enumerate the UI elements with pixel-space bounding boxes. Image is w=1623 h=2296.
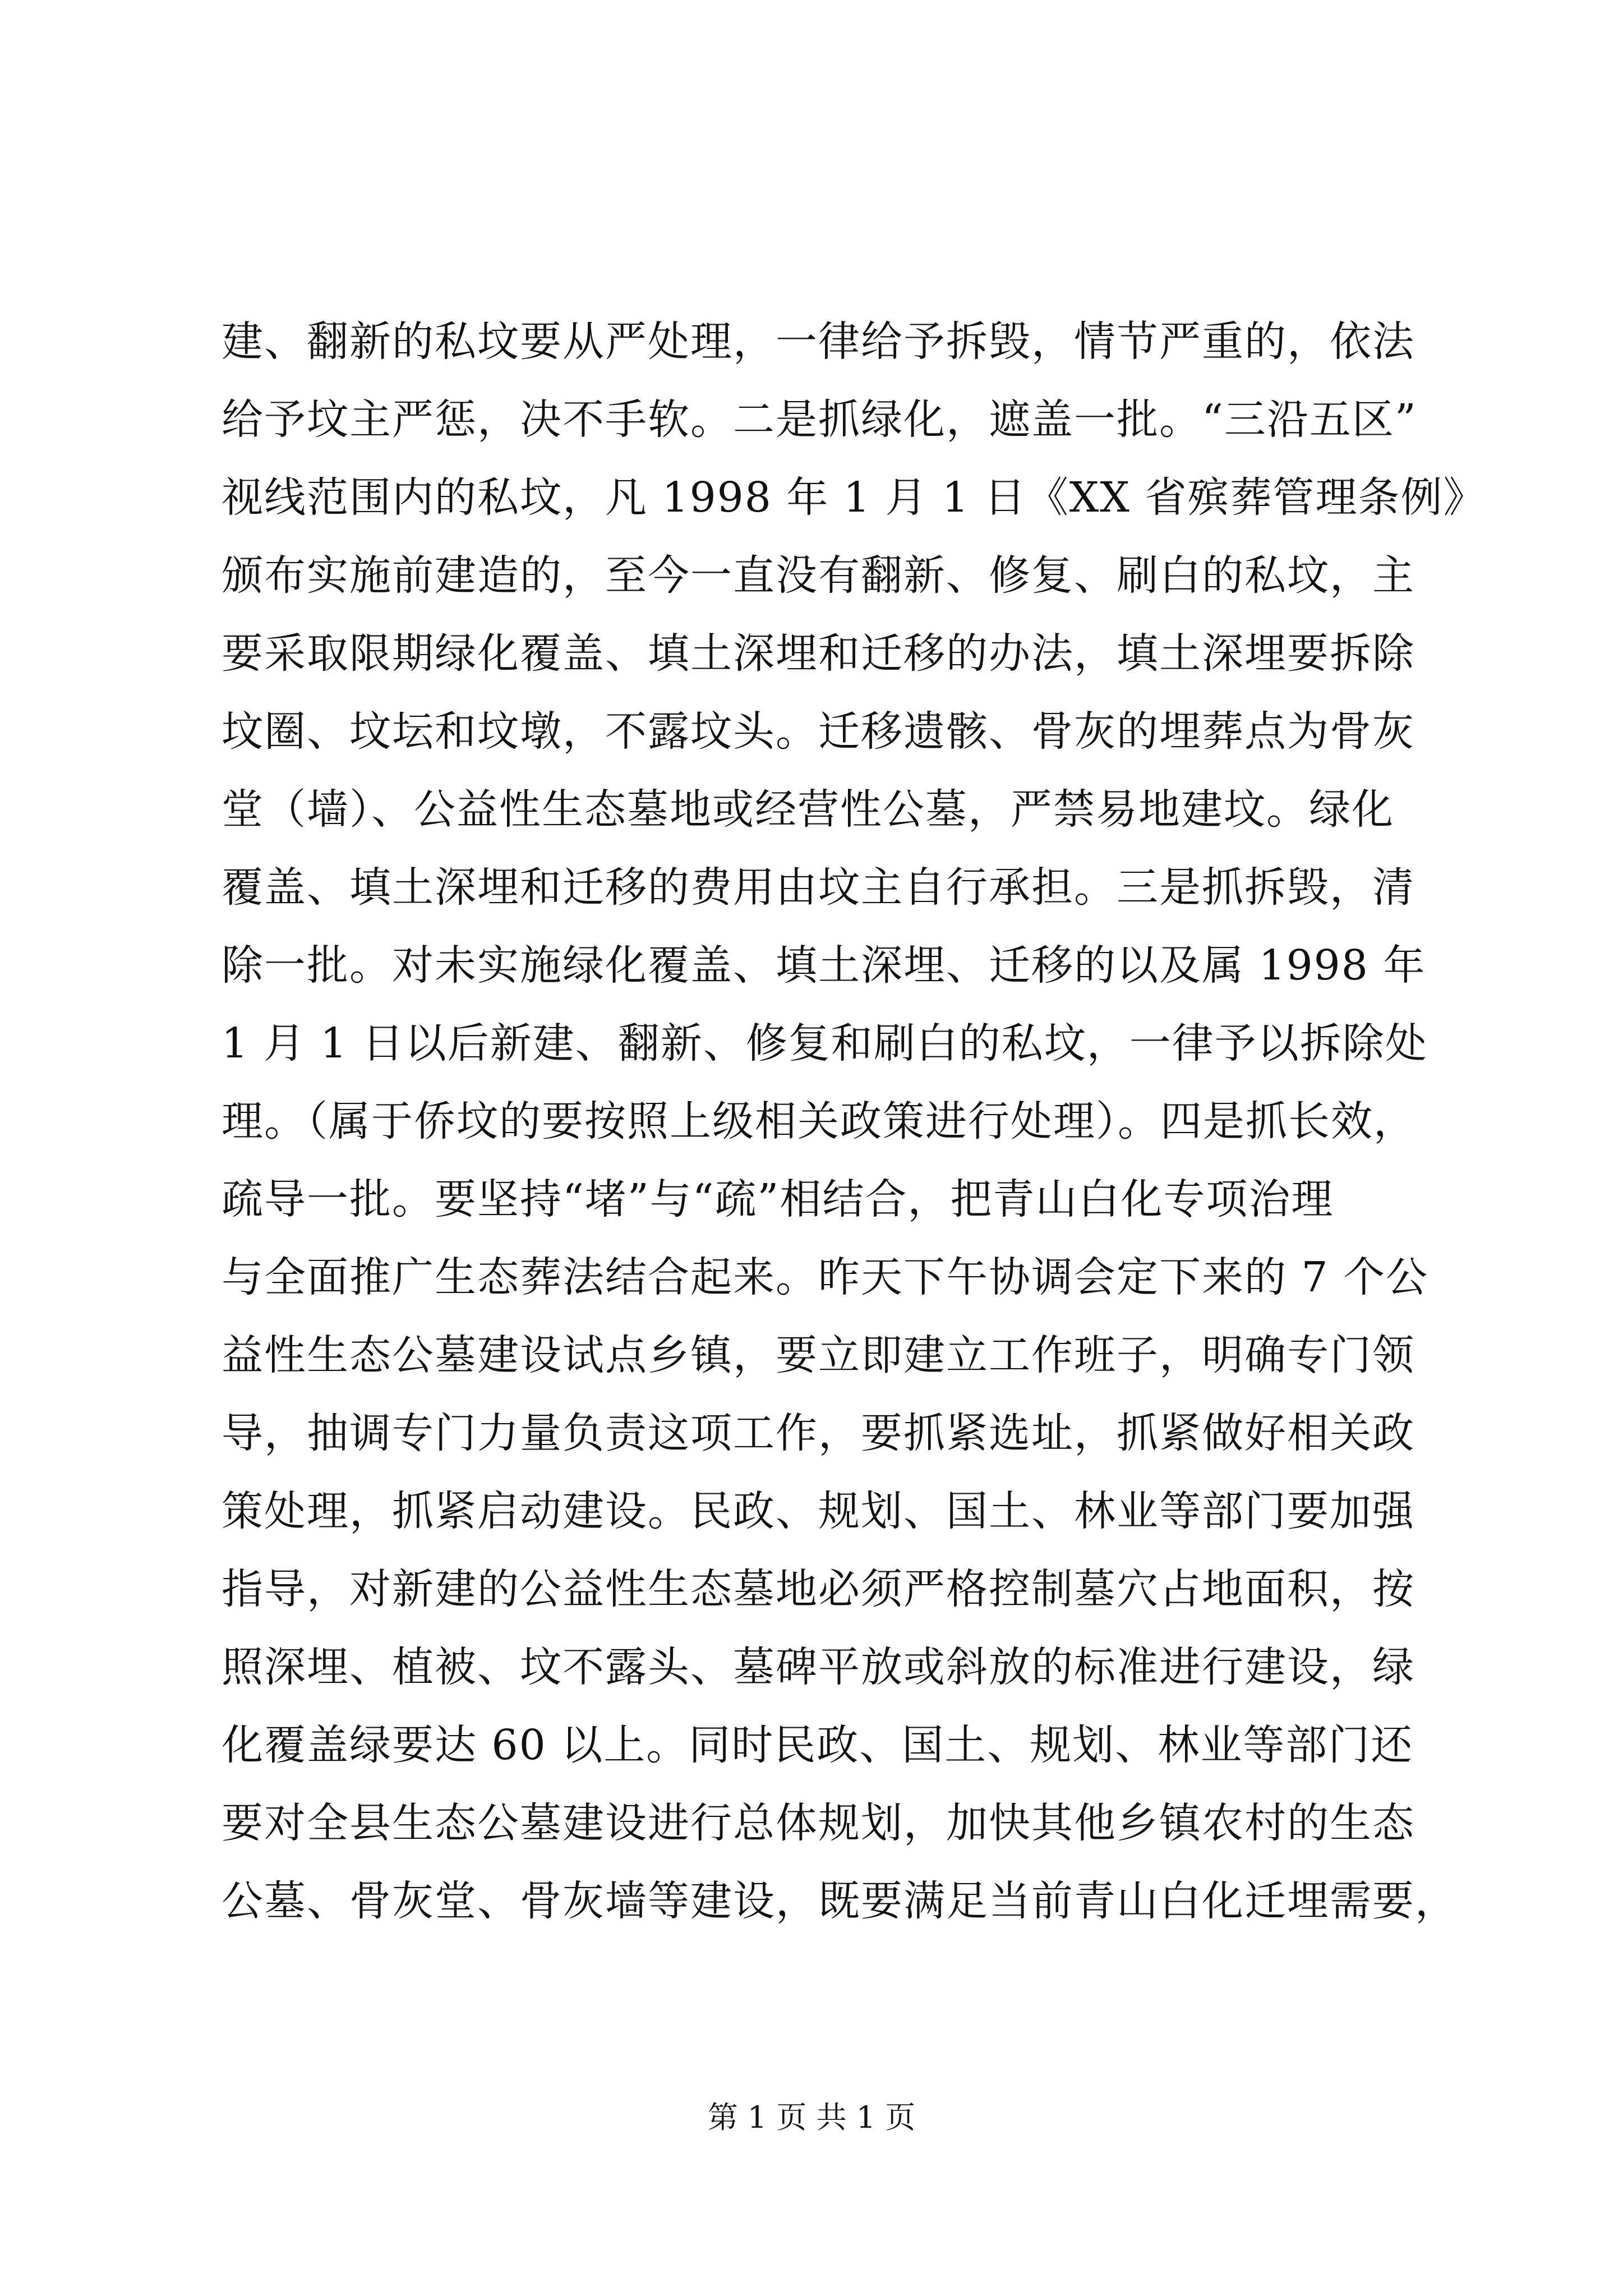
- text-line: 1 月 1 日以后新建、翻新、修复和刷白的私坟，一律予以拆除处: [222, 1019, 1428, 1068]
- text-line: 导，抽调专门力量负责这项工作，要抓紧选址，抓紧做好相关政: [222, 1409, 1415, 1457]
- text-line: 覆盖、填土深埋和迁移的费用由坟主自行承担。三是抓拆毁，清: [222, 863, 1415, 912]
- text-line: 化覆盖绿要达 60 以上。同时民政、国土、规划、林业等部门还: [222, 1721, 1414, 1769]
- text-line: 益性生态公墓建设试点乡镇，要立即建立工作班子，明确专门领: [222, 1331, 1415, 1379]
- text-line: 建、翻新的私坟要从严处理，一律给予拆毁，情节严重的，依法: [222, 318, 1415, 366]
- text-line: 视线范围内的私坟，凡 1998 年 1 月 1 日《XX 省殡葬管理条例》: [222, 473, 1486, 522]
- text-line: 公墓、骨灰堂、骨灰墙等建设，既要满足当前青山白化迁埋需要，: [222, 1877, 1458, 1925]
- body-text: [222, 303, 1486, 1940]
- text-line: 堂（墙）、公益性生态墓地或经营性公墓，严禁易地建坟。绿化: [222, 785, 1394, 834]
- text-line: 指导，对新建的公益性生态墓地必须严格控制墓穴占地面积，按: [222, 1565, 1415, 1613]
- page-number: 第 1 页 共 1 页: [707, 2100, 916, 2135]
- text-line: 与全面推广生态葬法结合起来。昨天下午协调会定下来的 7 个公: [222, 1253, 1429, 1301]
- page-footer: [0, 2098, 1623, 2137]
- text-line: 要对全县生态公墓建设进行总体规划，加快其他乡镇农村的生态: [222, 1799, 1415, 1847]
- text-line: 给予坟主严惩，决不手软。二是抓绿化，遮盖一批。“三沿五区”: [222, 395, 1417, 444]
- text-line: 照深埋、植被、坟不露头、墓碑平放或斜放的标准进行建设，绿: [222, 1643, 1415, 1691]
- text-line: 坟圈、坟坛和坟墩，不露坟头。迁移遗骸、骨灰的埋葬点为骨灰: [222, 707, 1415, 756]
- text-line: 理。（属于侨坟的要按照上级相关政策进行处理）。四是抓长效，: [222, 1097, 1416, 1145]
- text-line: 疏导一批。要坚持“堵”与“疏”相结合，把青山白化专项治理: [222, 1175, 1334, 1223]
- text-line: 颁布实施前建造的，至今一直没有翻新、修复、刷白的私坟，主: [222, 551, 1415, 600]
- text-line: 策处理，抓紧启动建设。民政、规划、国土、林业等部门要加强: [222, 1487, 1415, 1535]
- text-line: 要采取限期绿化覆盖、填土深埋和迁移的办法，填土深埋要拆除: [222, 629, 1415, 678]
- text-line: 除一批。对未实施绿化覆盖、填土深埋、迁移的以及属 1998 年: [222, 941, 1426, 990]
